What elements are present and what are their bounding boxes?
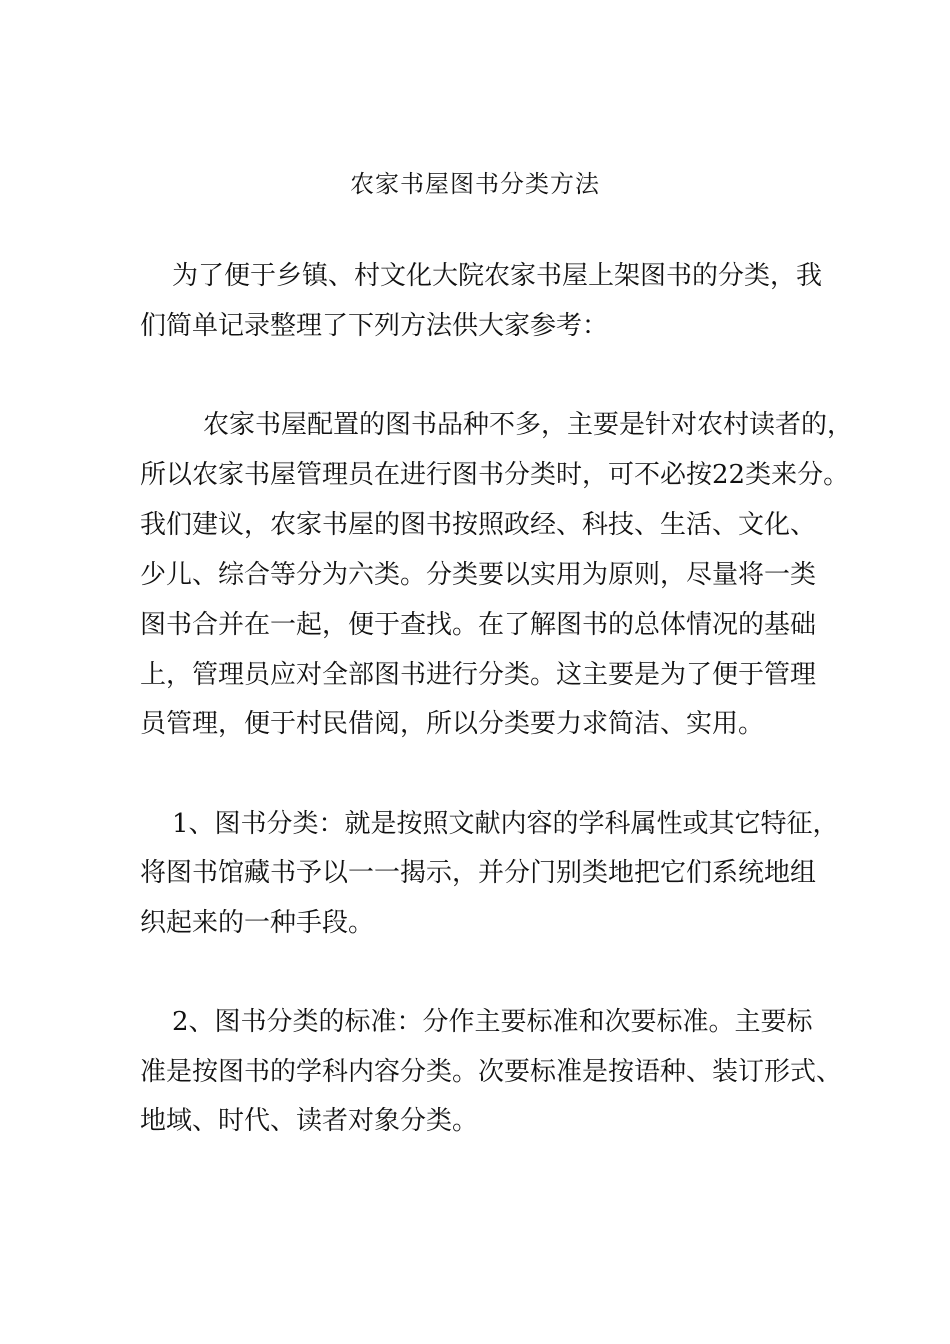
main-paragraph-line-1: 农家书屋配置的图书品种不多，主要是针对农村读者的， [203, 410, 854, 440]
main-paragraph-line-5: 图书合并在一起，便于查找。在了解图书的总体情况的基础 [140, 610, 817, 640]
item2-line-2: 准是按图书的学科内容分类。次要标准是按语种、装订形式、 [140, 1057, 843, 1087]
intro-line-1: 为了便于乡镇、村文化大院农家书屋上架图书的分类，我 [172, 261, 823, 291]
document-title: 农家书屋图书分类方法 [350, 170, 600, 198]
main-paragraph-line-7: 员管理，便于村民借阅，所以分类要力求简洁、实用。 [140, 709, 765, 739]
item2-line-1: 2、图书分类的标准：分作主要标准和次要标准。主要标 [172, 1007, 813, 1037]
item1-line-2: 将图书馆藏书予以一一揭示，并分门别类地把它们系统地组 [140, 858, 817, 888]
item1-line-3: 织起来的一种手段。 [140, 908, 375, 938]
main-paragraph-line-3: 我们建议，农家书屋的图书按照政经、科技、生活、文化、 [140, 510, 817, 540]
intro-line-2: 们简单记录整理了下列方法供大家参考： [140, 311, 609, 341]
item2-line-3: 地域、时代、读者对象分类。 [140, 1106, 479, 1136]
main-paragraph-line-4: 少儿、综合等分为六类。分类要以实用为原则，尽量将一类 [140, 560, 817, 590]
main-paragraph-line-6: 上，管理员应对全部图书进行分类。这主要是为了便于管理 [140, 660, 817, 690]
main-paragraph-line-2: 所以农家书屋管理员在进行图书分类时，可不必按22类来分。 [140, 460, 850, 490]
item1-line-1: 1、图书分类：就是按照文献内容的学科属性或其它特征， [172, 809, 839, 839]
